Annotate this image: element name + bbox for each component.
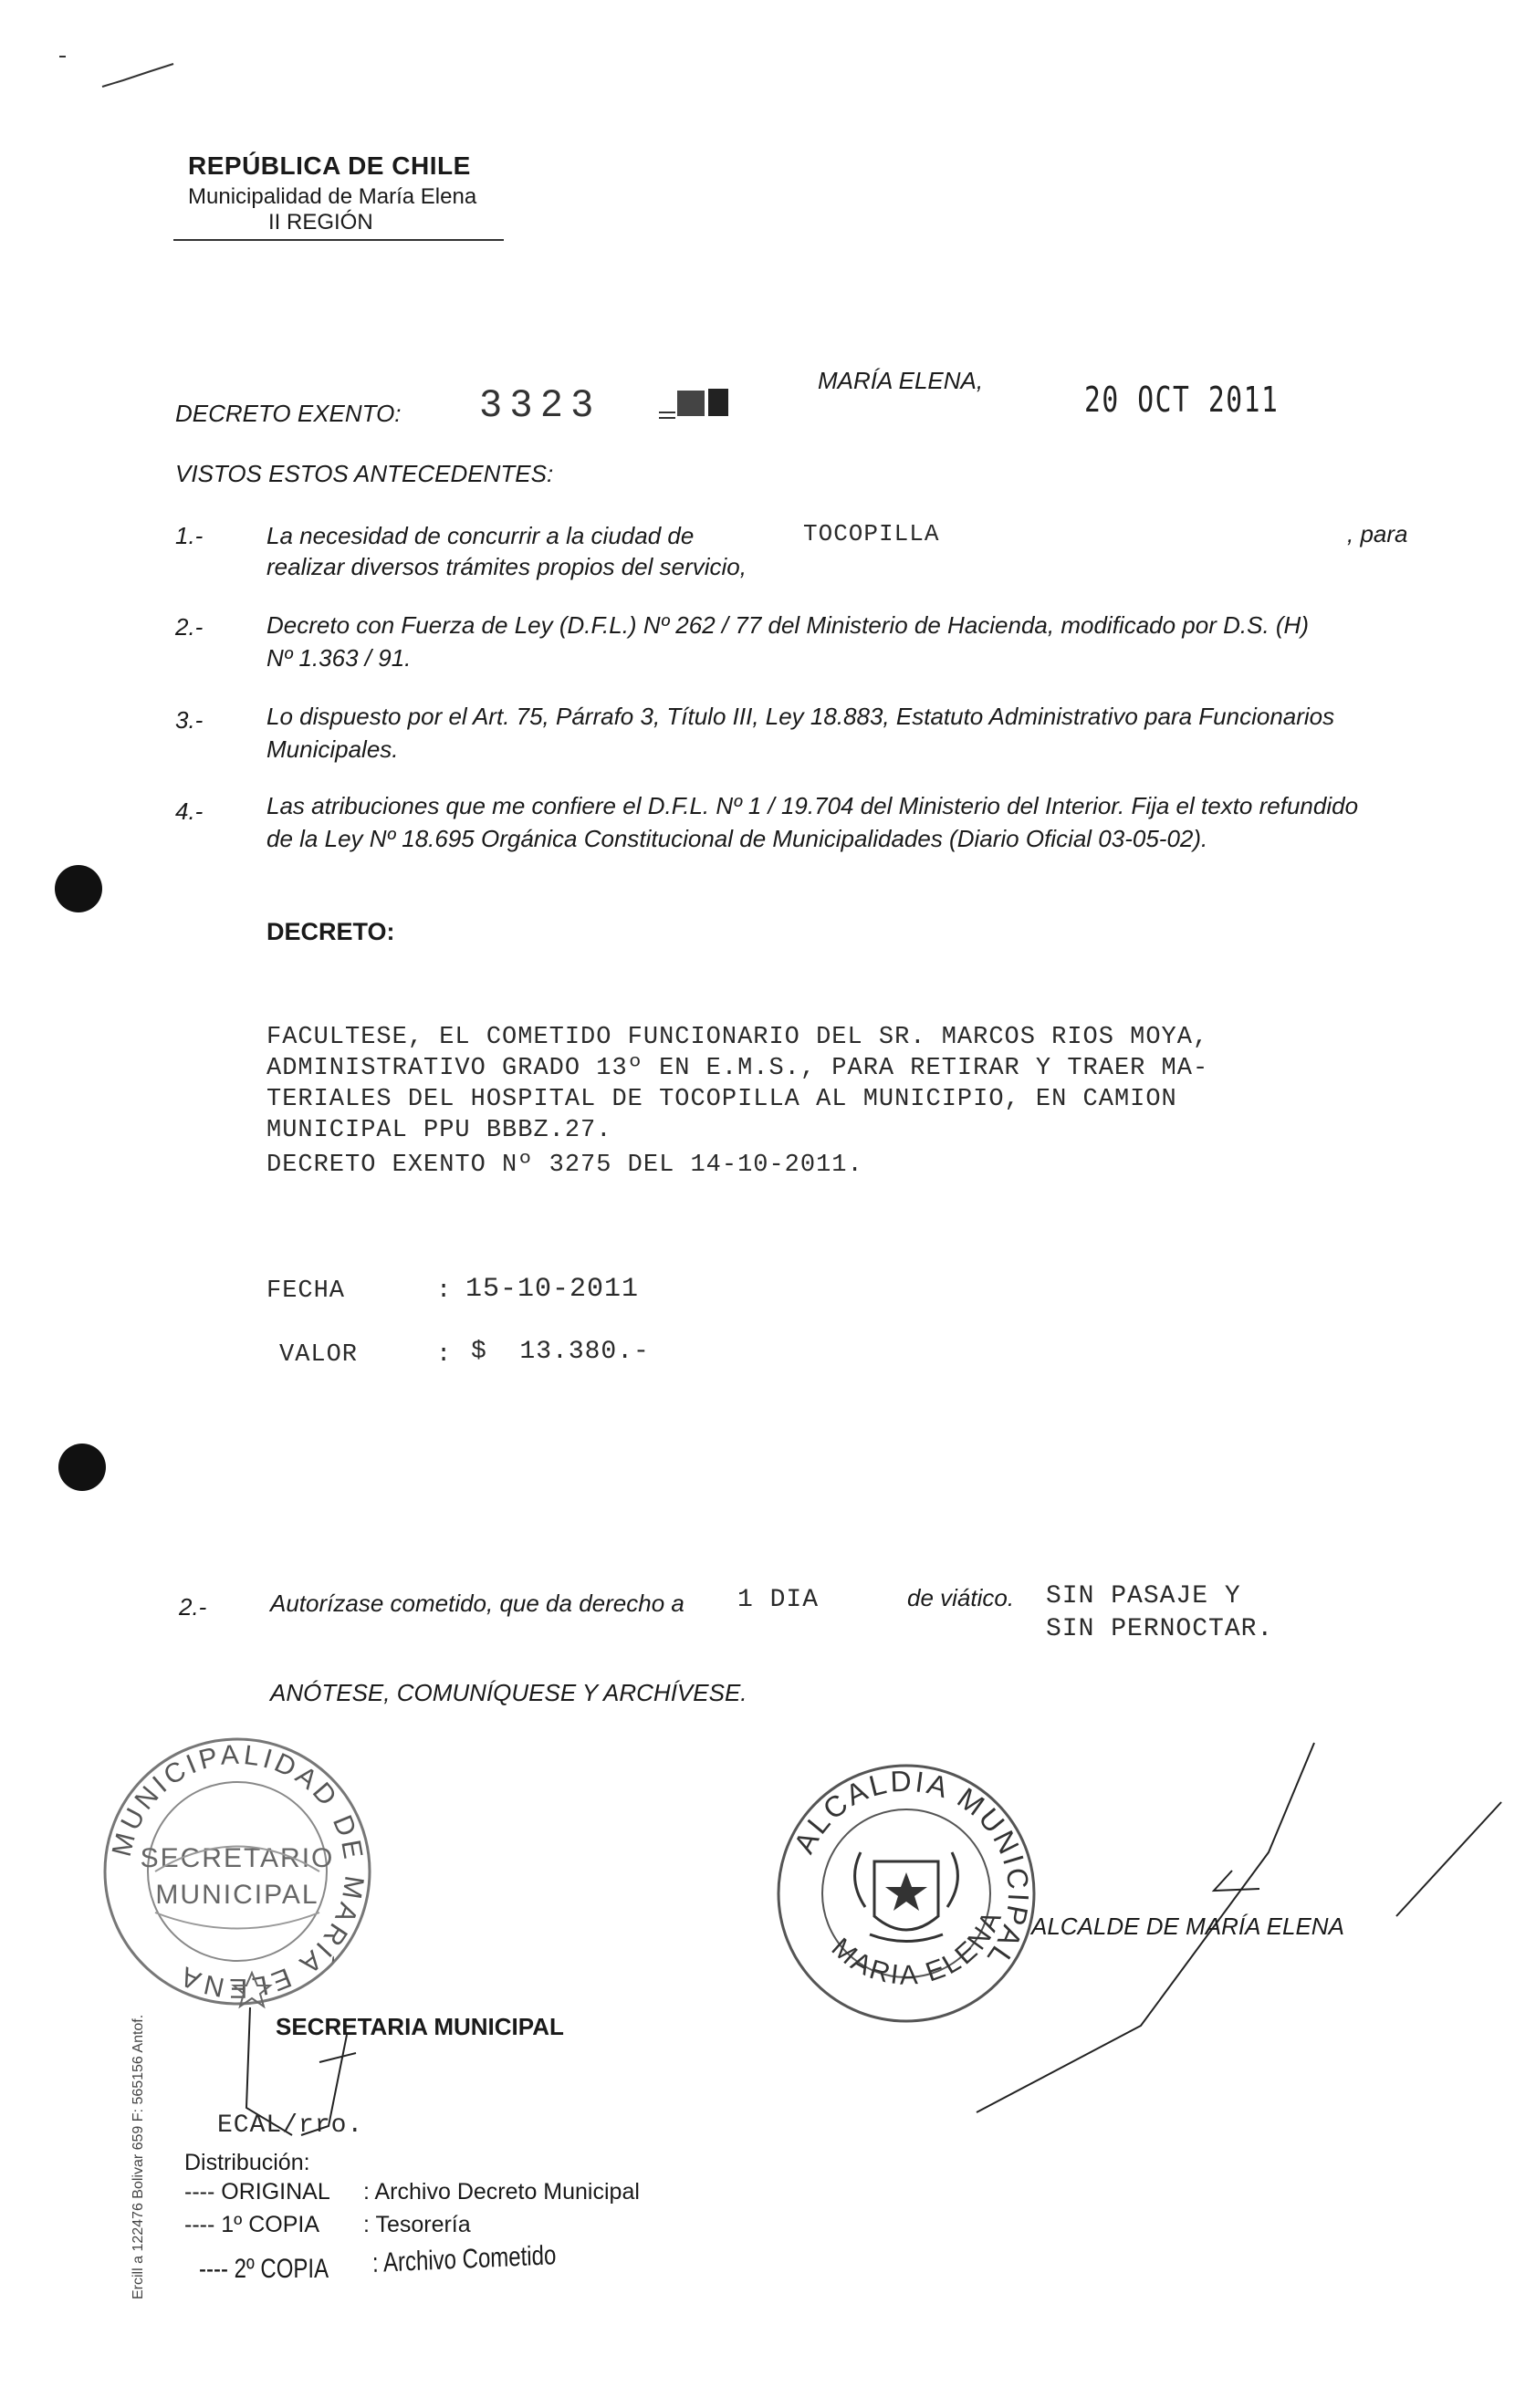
alcalde-title: ALCALDE DE MARÍA ELENA [1031, 1913, 1344, 1940]
stamp-center-2: MUNICIPAL [155, 1880, 319, 1910]
item2-days: 1 DIA [737, 1586, 820, 1614]
distribution-dest-3: : Archivo Cometido [371, 2240, 557, 2278]
initials: ECAL/rro. [217, 2111, 364, 2140]
printer-imprint: Ercill a 122476 Bolivar 659 F: 565156 Antof. [131, 2014, 146, 2299]
vistos-item-4-num: 4.- [175, 797, 204, 825]
vistos-item-1-line2: realizar diversos trámites propios del servicio, [266, 553, 747, 580]
punch-hole-top [55, 865, 102, 912]
vistos-item-1-line1: La necesidad de concurrir a la ciudad de [266, 522, 695, 549]
header-republic: REPÚBLICA DE CHILE [188, 151, 471, 180]
vistos-item-2-num: 2.- [175, 613, 204, 641]
valor-colon: : [436, 1341, 453, 1369]
decree-number: 3323 [480, 381, 602, 424]
header-municipality: Municipalidad de María Elena [188, 184, 477, 209]
stamp-ring-text: MUNICIPALIDAD DE MARÍA ELENA [106, 1739, 370, 2004]
closing-text: ANÓTESE, COMUNÍQUESE Y ARCHÍVESE. [270, 1679, 747, 1706]
secretario-stamp [91, 1730, 383, 2013]
item2-note-2: SIN PERNOCTAR. [1046, 1615, 1274, 1643]
vistos-item-3-line2: Municipales. [266, 735, 399, 763]
item2-viatico: de viático. [907, 1584, 1015, 1611]
item2-text: Autorízase cometido, que da derecho a [270, 1590, 684, 1617]
vistos-item-3-num: 3.- [175, 706, 204, 734]
fecha-label: FECHA [266, 1277, 346, 1305]
punch-hole-bottom [58, 1444, 106, 1491]
header-region: II REGIÓN [268, 210, 373, 235]
item2-num: 2.- [179, 1593, 207, 1621]
vistos-item-2-line1: Decreto con Fuerza de Ley (D.F.L.) Nº 262 / 77 del Ministerio de Hacienda, modificado por D.S. (H) [266, 611, 1309, 639]
vistos-item-1-num: 1.- [175, 522, 204, 549]
vistos-item-3-line1: Lo dispuesto por el Art. 75, Párrafo 3, Título III, Ley 18.883, Estatuto Administrativo para Funcionarios [266, 703, 1335, 730]
stamp-mark-icon [650, 361, 741, 425]
distribution-copy-2: ---- 1º COPIA [184, 2212, 320, 2237]
distribution-dest-1: : Archivo Decreto Municipal [363, 2179, 640, 2205]
secretaria-title: SECRETARIA MUNICIPAL [276, 2013, 564, 2040]
distribution-heading: Distribución: [184, 2150, 310, 2175]
vistos-item-1-city: TOCOPILLA [803, 520, 940, 547]
decreto-line-4: MUNICIPAL PPU BBBZ.27. [266, 1117, 612, 1144]
decreto-line-1: FACULTESE, EL COMETIDO FUNCIONARIO DEL SR. MARCOS RIOS MOYA, [266, 1024, 1209, 1051]
decree-label: DECRETO EXENTO: [175, 400, 402, 427]
decree-place: MARÍA ELENA, [818, 367, 984, 394]
stamp-center-1: SECRETARIO [140, 1843, 335, 1873]
decreto-heading: DECRETO: [266, 918, 395, 945]
distribution-copy-3: ---- 2º COPIA [199, 2254, 329, 2284]
date-stamp: 20 OCT 2011 [1084, 380, 1280, 420]
valor-value: $ 13.380.- [471, 1338, 650, 1366]
scan-mark [55, 46, 201, 91]
vistos-item-4-line1: Las atribuciones que me confiere el D.F.L. Nº 1 / 19.704 del Ministerio del Interior. Fija el texto refundido [266, 792, 1359, 819]
valor-label: VALOR [279, 1341, 359, 1369]
alcaldia-ring-bottom: MARIA ELENA [825, 1904, 1008, 1991]
vistos-item-2-line2: Nº 1.363 / 91. [266, 644, 412, 672]
alcaldia-ring-top: ALCALDIA MUNICIPAL [787, 1764, 1036, 1975]
header-rule [173, 239, 504, 241]
vistos-heading: VISTOS ESTOS ANTECEDENTES: [175, 460, 554, 487]
item2-note-1: SIN PASAJE Y [1046, 1582, 1241, 1611]
decreto-line-2: ADMINISTRATIVO GRADO 13º EN E.M.S., PARA RETIRAR Y TRAER MA- [266, 1055, 1209, 1082]
decreto-line-3: TERIALES DEL HOSPITAL DE TOCOPILLA AL MUNICIPIO, EN CAMION [266, 1086, 1177, 1113]
fecha-colon: : [436, 1277, 453, 1305]
distribution-dest-2: : Tesorería [363, 2212, 471, 2237]
decreto-line-5: DECRETO EXENTO Nº 3275 DEL 14-10-2011. [266, 1152, 863, 1179]
distribution-copy-1: ---- ORIGINAL [184, 2179, 330, 2205]
vistos-item-1-tail: , para [1347, 520, 1408, 547]
vistos-item-4-line2: de la Ley Nº 18.695 Orgánica Constitucional de Municipalidades (Diario Oficial 03-05-02). [266, 825, 1208, 852]
fecha-value: 15-10-2011 [465, 1274, 640, 1305]
